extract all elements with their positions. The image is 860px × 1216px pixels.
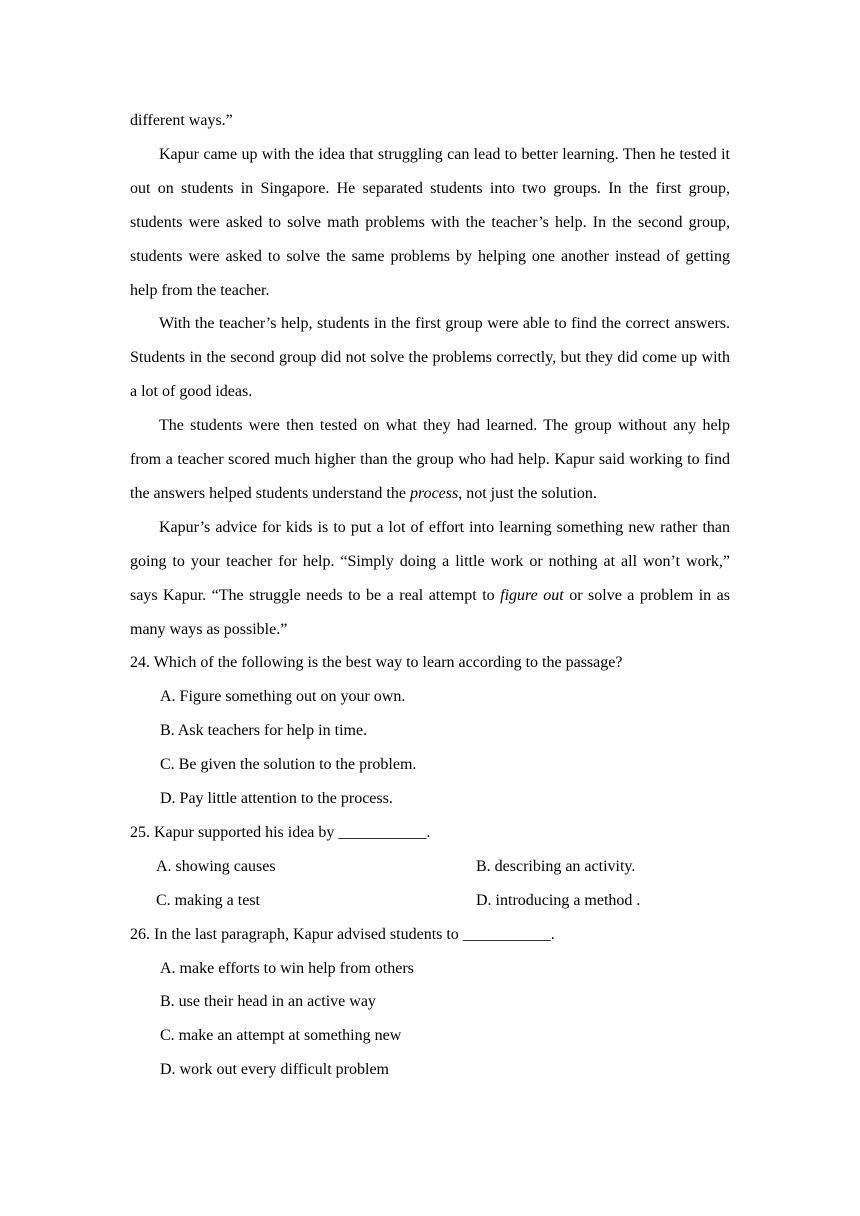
- paragraph-4-emphasis: figure out: [500, 586, 564, 604]
- passage-paragraph-4: [130, 511, 730, 647]
- question-24-stem: 24. Which of the following is the best way to learn according to the passage?: [130, 654, 623, 672]
- question-25-option-c: C. making a test: [156, 891, 260, 909]
- paragraph-3-text-b: , not just the solution.: [458, 484, 597, 502]
- question-26-option-a: A. make efforts to win help from others: [160, 959, 414, 977]
- question-26-option-d: D. work out every difficult problem: [160, 1061, 389, 1079]
- passage-paragraph-1: Kapur came up with the idea that struggling can lead to better learning. Then he tested it out on students in Singapore. He separated students into two groups. In the first group, students were asked to solve math problems with the teacher’s help. In the second group, students were asked to solve the same problems by helping one another instead of getting help from the teacher.: [130, 145, 730, 299]
- passage-paragraph-2: With the teacher’s help, students in the first group were able to find the correct answers. Students in the second group did not solve the problems correctly, but they did come up with a lot of good ideas.: [130, 315, 730, 401]
- question-25-option-row-1: [130, 850, 730, 884]
- question-26-stem: 26. In the last paragraph, Kapur advised students to ___________.: [130, 925, 555, 943]
- paragraph-3-emphasis: process: [409, 484, 459, 502]
- question-26-option-c: C. make an attempt at something new: [160, 1027, 402, 1045]
- passage-paragraph-3: [130, 409, 730, 511]
- question-25-option-row-2: [130, 884, 730, 918]
- paragraph-3-text-a: The students were then tested on what they had learned. The group without any help from a teacher scored much higher than the group who had help. Kapur said working to find the answers helped students understand the: [130, 417, 730, 502]
- question-25-stem: 25. Kapur supported his idea by ___________.: [130, 823, 431, 841]
- paragraph-4-text-a: Kapur’s advice for kids is to put a lot of effort into learning something new rather than going to your teacher for help. “Simply doing a little work or nothing at all won’t work,” says Kapur. “The struggle needs to be a real attempt to: [130, 518, 730, 604]
- question-25-option-b: B. describing an activity.: [476, 857, 636, 875]
- paragraph-4-text-b: or solve a problem in as many ways as possible.”: [130, 586, 731, 638]
- document-page: [130, 104, 730, 1087]
- question-25-option-d: D. introducing a method .: [476, 891, 641, 909]
- question-24-option-b: B. Ask teachers for help in time.: [160, 722, 368, 740]
- question-26-option-b: B. use their head in an active way: [160, 993, 376, 1011]
- question-25-option-a: A. showing causes: [156, 857, 276, 875]
- question-24-option-a: A. Figure something out on your own.: [160, 688, 406, 706]
- question-24-option-c: C. Be given the solution to the problem.: [160, 756, 417, 774]
- question-24-option-d: D. Pay little attention to the process.: [160, 790, 393, 808]
- passage-line-continued: different ways.”: [130, 112, 233, 129]
